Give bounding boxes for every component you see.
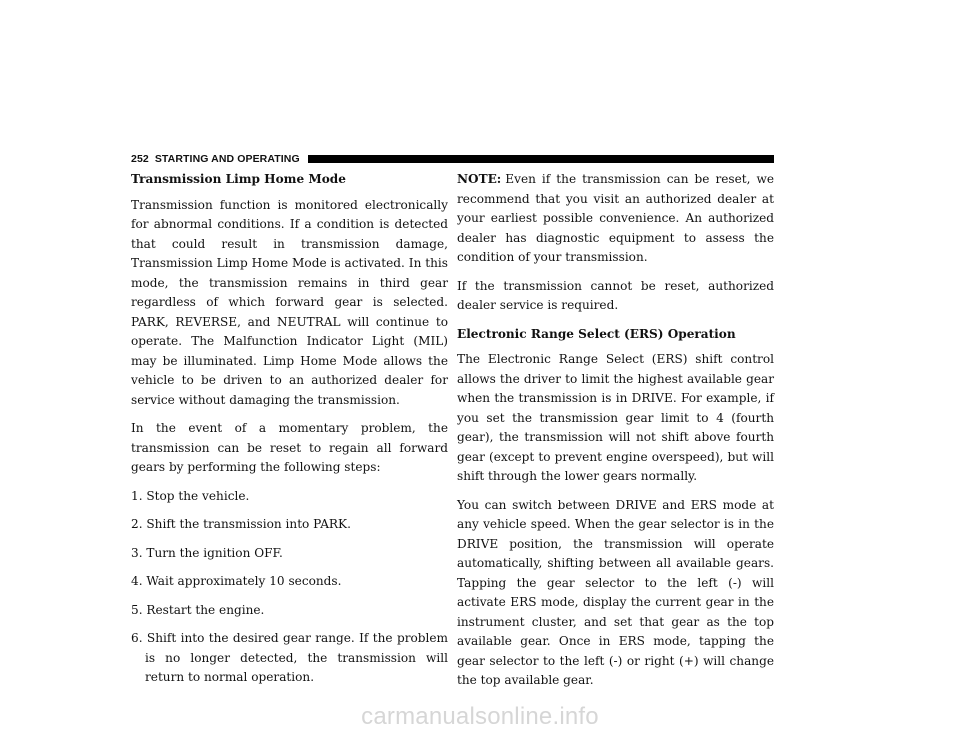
step-item: 6. Shift into the desired gear range. If the problem is no longer detected, the transmission will return to normal operation. xyxy=(131,631,448,684)
note-label: NOTE: xyxy=(457,172,502,186)
page-header xyxy=(131,152,774,166)
step-item: 4. Wait approximately 10 seconds. xyxy=(131,574,342,588)
right-column xyxy=(457,170,774,700)
left-column xyxy=(131,170,448,697)
note-text: Even if the transmission can be reset, we recommend that you visit an authorized dealer at your earliest possible convenience. An authorized dealer has diagnostic equipment to assess the condition of your transmission. xyxy=(457,172,774,264)
step-item: 3. Turn the ignition OFF. xyxy=(131,545,283,560)
limp-home-heading: Transmission Limp Home Mode xyxy=(131,172,346,186)
limp-home-paragraph: Transmission function is monitored electronically for abnormal conditions. If a condition is detected that could result in transmission damage, Transmission Limp Home Mode is activated. In this mode, the transmission remains in third gear regardless of which forward gear is selected. PARK, REVERSE, and NEUTRAL will continue to operate. The Malfunction Indicator Light (MIL) may be illuminated. Limp Home Mode allows the vehicle to be driven to an authorized dealer for service without damaging the transmission. xyxy=(131,197,448,407)
reset-intro-paragraph: In the event of a momentary problem, the transmission can be reset to regain all forward gears by performing the following steps: xyxy=(131,421,448,474)
page-number: 252 xyxy=(131,153,149,165)
note-paragraph xyxy=(457,170,774,268)
header-rule xyxy=(308,155,774,163)
ers-heading: Electronic Range Select (ERS) Operation xyxy=(457,326,736,341)
step-item: 5. Restart the engine. xyxy=(131,602,265,617)
step-item: 2. Shift the transmission into PARK. xyxy=(131,517,351,531)
dealer-service-paragraph: If the transmission cannot be reset, authorized dealer service is required. xyxy=(457,278,774,312)
ers-switching-paragraph: You can switch between DRIVE and ERS mode at any vehicle speed. When the gear selector is in the DRIVE position, the transmission will operate automatically, shifting between all available gears. Tapping the gear selector to the left (-) will activate ERS mode, display the current gear in the instrument cluster, and set that gear as the top available gear. Once in ERS mode, tapping the gear selector to the left (-) or right (+) will change the top available gear. xyxy=(457,497,774,687)
ers-description-paragraph: The Electronic Range Select (ERS) shift control allows the driver to limit the highest available gear when the transmission is in DRIVE. For example, if you set the transmission gear limit to 4 (fourth gear), the transmission will not shift above fourth gear (except to prevent engine overspeed), but will shift through the lower gears normally. xyxy=(457,352,774,483)
watermark: carmanualsonline.info xyxy=(361,703,599,730)
section-title: STARTING AND OPERATING xyxy=(154,153,300,165)
step-item: 1. Stop the vehicle. xyxy=(131,488,250,503)
